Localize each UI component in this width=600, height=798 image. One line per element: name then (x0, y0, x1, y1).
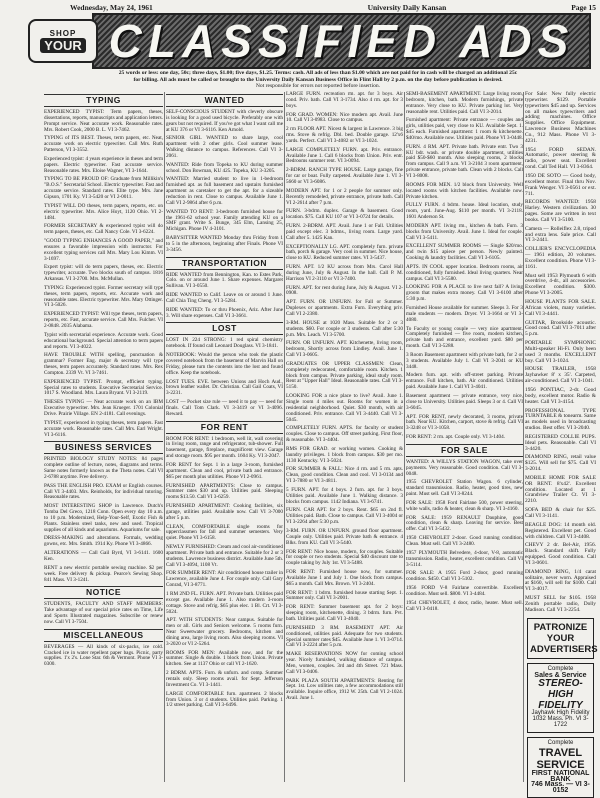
sale-ad: WANTED: A WILLYS STATION WAGON, take over payments. Very reasonable. Good condition. Call VI 3-0048. (406, 458, 523, 477)
column-1 (44, 92, 163, 782)
typing-ad: TYPIST, experienced in typing theses, term papers. Fast accurate work. Reasonable rates. Call Mrs. Earl Wright. VI 3-6116. (44, 419, 163, 438)
wanted-ad: WANTED TO RENT: 3-bedroom furnished house for the 1961-62 school year. Family attending KU on a SMF grant. Write S. Bunge, 345 Elm, Lansing 25, Michigan. Phone IV 4-3101. (166, 208, 283, 233)
sale-ad: PROFESSIONAL TYPE TURNTABLE & tonearm. Same as models used in broadcasting studios. Best offer. VI 3-2040. (525, 407, 596, 432)
transportation-ad: RIDE WANTED to Calif. Leave on or around 1 June. Call Chia Ting Cheng. VI 3-5284. (166, 292, 283, 304)
travel-line-4: 746 Mass. — VI 3-0152 (531, 781, 590, 795)
typing-ad: "GOOD TYPING ENHANCES A GOOD PAPER," and ensures a favorable impression with instructor. For excellent typing services call Mrs. Mary Lou Kimm. VI 3-1697. (44, 238, 163, 262)
header-paper-name: University Daily Kansan (367, 2, 447, 12)
rent-ad: FURN. 3-bdrm. duplex. Garage & basement. Good location. $75. Call KU 107 or VI 3-0724 for details. (286, 208, 403, 221)
stereo-line-4: Jayhawk High Fidelity (531, 710, 590, 717)
rates-line-2: for billing. All ads must be called or brought to the University Daily Kansan Business Office in Flint Hall by 2 p.m. on the day before publication is desired. (133, 76, 503, 83)
section-wanted: WANTED (166, 94, 283, 107)
sale-ad: 1954 CHEVROLET, 4 door, radio, heater. Must sell. Call VI 3-0418. (406, 599, 523, 612)
sale-ad: FOR SALE: A 1955 Ford 2-door, good running condition. $450. Call VI 3-5102. (406, 570, 523, 583)
rent-ad: 3 Room Basement apartment with private bath, for 2 or 3 students. Available July 1. Call VI 3-2041 or KU 3448. (406, 351, 523, 370)
sale-ad: 1954 FORD SEDAN. Automatic, power steering & radio, power seat. Excellent cond. Call Ted Hall. VI 3-8364. (525, 146, 596, 171)
column-rule (164, 92, 165, 782)
business-ad: ALTERATIONS — Call Gail Byrd, VI 3-6141. 1600 Ken. (44, 550, 163, 562)
travel-ad-box (527, 737, 594, 798)
sale-ad: HOUSE PLANTS FOR SALE. African violets, many varieties. Call VI 3-4441. (525, 299, 596, 317)
rent-ad: NEWLY FURNISHED: Cream and cool air-conditioned apartment. Private bath and entrance. Suitable for 2 or 3 students. Lawrence business district. Available June 5th. Call VI 3-4094, 1108 Vt. (166, 544, 283, 568)
stereo-line-5: 1032 Mass. Ph. VI 3-1722 (532, 716, 589, 729)
lost-ad: LOST TUES. EVE. between Unions and Hoch Aud., brown leather wallet. Dr. Christian. Call Gail Coats, VI 3-2231. (166, 378, 283, 397)
rent-ad: LARGE COMFORTABLE furn. apartment. 2 blocks from Union. 3 or 4 students. Utilities paid. Parking. 1 1/2 street parking. Call VI 3-6496. (166, 690, 283, 709)
sale-ad: MUST SELL for $105. 1958 Zenith portable radio, Dolly Madison. Call VI 3-2254. (525, 595, 596, 613)
transportation-ad: RIDE WANTED: To or thru Phoenix, Ariz. After June 3. Will share expenses. Call VI 3-3661. (166, 306, 283, 319)
transportation-ad: RIDE WANTED from Bennington, Kan. to Estes Park, Colo. on or around June 1. Share expenses. Margaret Sullivan. VI 3-0550. (166, 271, 283, 290)
rent-ad: FOR RENT: 1 bdrm. furnished house starting Sept. 1. Summer only. Call VI 3-2001. (286, 589, 403, 602)
rent-ad: APT. WITH STUDENTS: Near campus. Suitable for men or all. Girls and Seniors welcome. 5 rooms furn. Near Sweetwater grocery. Bedrooms, kitchen and dining area, large living room. Also sleeping rooms. VI 3-2020 or VI 2-5264. (166, 617, 283, 647)
rent-ad: FURN. 2-BDRM. APT. Avail. June 1 or Fall. Utilities paid except elec. 3 bdrms., living room. Large yard. Call after 5. 1425 Kan. (286, 223, 403, 241)
wanted-ad: WANTED: Married student to live in 1-bedroom furnished apt. as full basement and upstairs furnished apartment as caretaker to get the apt. for a sizeable reduction in rent. Close to campus. Available June 1. Call VI 2-9864 after 6 p.m. (166, 176, 283, 206)
rent-ad: Basement apartment — private entrance, very nice, close to University. Utilities paid. Sleeps 3 or 4. Call VI 3-6045. (406, 392, 523, 411)
rent-ad: 5 FURN. APT. for 4 boys. 2 furn. apt. for 3 boys. Utilities paid. Available June 1. Walking distance. 3 blocks from campus. 1142 Indiana. VI 3-6741. (286, 486, 403, 505)
section-for-sale: FOR SALE (406, 444, 523, 457)
stereo-line-3: STEREO-HIGH FIDELITY (538, 678, 583, 712)
rent-ad: LOOKING FOR a nice place to live? Avail. June 1. Single room 4 miles out. Rooms for women in a residential neighborhood. Quiet. $30 month, with air conditioned. Priv. entrance. Call VI 3-4440. Call VI 3-5045. (286, 393, 403, 423)
typing-ad: TYPING TO BE PROUD OF: Graduate from Millikin's "B.O.S." Secretarial School. Electric typewriter. Fast and accurate service. Standard rates. Elite type. Mrs. Jane Gipson, 1701 Ky. VI 3-5420 or VI 2-0011. (44, 176, 163, 200)
section-lost: LOST (166, 322, 283, 335)
travel-line-2: TRAVEL SERVICE (536, 746, 585, 771)
rent-ad: GRADUATES OR UPPER CLASSMEN: Clean, completely redecorated, comfortable room. Kitchen. 1 block from campus. Private parking, ideal study room. Rent at "Upper Hall" Ideal. Reasonable rates. Call VI 3-5150. (286, 360, 403, 391)
column-rule (404, 92, 405, 782)
sale-ad: MOBILE HOME FOR SALE OR RENT. 8'x42'. Excellent condition. Located at 1 Grandview Trailer Ct. VI 3-2210. (525, 474, 596, 505)
shop-label: SHOP (49, 28, 77, 38)
rent-ad: FURNISHED APARTMENT: Cooking facilities, six garage, utilities paid. Available now. Call VI 3-7000 after 5 p.m. (166, 503, 283, 521)
business-ad: RENT a new electric portable sewing machine. $2 per week. Free delivery & pickup. Pearce's Sewing Shop. 841 Mass. VI 3-1241. (44, 564, 163, 583)
business-ad: PRINTED BIOLOGY STUDY NOTES: 84 pages complete outline of lecture, notes, diagrams and terms. Same notes formerly known as the Theta notes. Call VI 2-6788 anytime. Free delivery. (44, 456, 163, 480)
travel-line-3: FIRST NATIONAL BANK (531, 769, 590, 783)
rent-ad: FOR GRAD. WOMEN: Nice modern apt. Avail. June 10. Call VI 3-0983. Close to campus. (286, 111, 403, 124)
rent-ad: EXCELLENT SUMMER ROOMS — Single $20/mo. and twin $15 apiece per person. Newly painted. Cooking & laundry facilities. Call VI 3-6105. (406, 243, 523, 262)
rent-ad: Modern furn. apt. with off-street parking. Private entrance. Full kitchen, bath. Air conditioned. Utilities paid. Available June 1. Call VI 3-4041. (406, 372, 523, 391)
rent-ad: FOR RENT: Nice house, modern, for couples. Suitable for couple or two students. Special $40 discount rate to couple taking by July 1st. VI 3-5488. (286, 548, 403, 567)
typing-ad: TYPING: Experienced typist. Former secretary will type theses, term papers, reports, etc. Accurate work and reasonable rates. Electric typewriter. Mrs. Mary Ottinger. VI 3-5026. (44, 284, 163, 309)
rent-ad: LOOKING FOR A PLACE to live next fall? A living groom that makes extra money. Call VI 3-6100 after 5:30 p.m. (406, 284, 523, 303)
sale-ad: HOUSE TRAILER, 1958 Jayhawker 8' x 35'. Carpeted, air-conditioned. Call VI 3-1041. (525, 366, 596, 385)
rent-ad: MODERN APT. for 1 or 2 people for summer only. Recently remodeled, private entrance, private bath. Call VI 2-2614 after 7 p.m. (286, 187, 403, 206)
shop-your-badge (28, 19, 98, 63)
column-5 (525, 91, 598, 795)
wanted-ad: SELF-CONSCIOUS STUDENT with cleverly obscure is looking for a good used bicycle. Preferably one with gears but not required. If you've got what I want call me at KU 376 or VI 3-6116. Ken Arnold. (166, 109, 283, 133)
column-rule (284, 92, 285, 782)
sale-ad: PORTABLE SYMPHONIC Multi-speaker Hi-Fi. Only been used 3 months. EXCELLENT buy. Call VI 3-1024. (525, 340, 596, 364)
rent-ad: FURN. CAR APT. for 2 boys. Rent. $65 on 2nd fl. Utilities paid. Bath. Close to campus. Call VI 3-4004 or VI 3-2264 after 5:30 p.m. (286, 507, 403, 526)
header-date: Wednesday, May 24, 1961 (70, 2, 153, 12)
stereo-ad-box (527, 663, 594, 733)
sale-ad: RECORDS WANTED: 1958 Harley. Western civilization. 30 pages. Some are written in text books. Call VI 3-5100. (525, 199, 596, 223)
travel-line-1: Complete (547, 739, 574, 746)
rent-ad: FOR RENT: Summer basement apt. for 2 boys: sleeping room, kitchenette, dining. 3 bdrm. furn. Pvt. bath. Utilities paid. Call VI 3-4040. (286, 604, 403, 622)
lost-ad: LOST — Pocket size rule — need it to pay — need for finals. Call Tom Clark. VI 3-3419 or VI 3-4096. Reward. (166, 399, 283, 417)
your-label: YOUR (40, 38, 86, 53)
section-typing: TYPING (44, 94, 163, 107)
rent-ad: MODERN APT. living rm., kitchen & bath. Furn. 3 blocks from University. Avail. June 1. Ideal for couple. Call VI 3-5411. (406, 222, 523, 241)
rates-line-3: Not responsible for errors not reported before insertion. (255, 83, 381, 90)
typing-ad: Expert typist: will do term papers, theses, etc. Electric typewriter, accurate. Two blocks south of campus. 1816 Arkansas. VI 3-2700. Mrs. McMullan. (44, 264, 163, 283)
sale-ad: GUITAR, Brookside acoustic. Good cond. Call VI 3-7011 after 5 p.m. (525, 319, 596, 338)
rent-ad: 2 BDRM. APTS. Furn. & unfurn. and comp. Summer rentals only. Sleep rooms avail. for Sept. Jefferson Investment Co. VI 3-1441. (166, 670, 283, 688)
rent-ad: CLEAN, COMFORTABLE single rooms for upperclassmen for fall and summer semesters. Very quiet. Phone VI 3-6158. (166, 523, 283, 542)
section-notice: NOTICE (44, 586, 163, 599)
rent-ad: FURN. OR UNFURN. APT. Kitchenette, living room, bedroom, Shortly across from Lindley. Avail. June 1. Call VI 3-0605. (286, 340, 403, 359)
header-page-number: Page 15 (571, 2, 596, 12)
rent-ad: MAKE RESERVATIONS NOW for coming school year. Nicely furnished, walking distance of campus. Men, women, couples. 3rd and 4th Street. 721 Mass. Call VI 3-0406. (286, 651, 403, 675)
rent-ad: FURNISHED APARTMENTS: Close to campus. Summer rates $30 and up. Utilities paid. Sleeping rooms $13.50. Call VI 3-6259. (166, 482, 283, 501)
lost-ad: NOTEBOOK: Would the person who took the plastic covered notebook from the basement of Marvin Hall on Friday, please turn the contents into the lost and found office. Keep the notebook. (166, 352, 283, 376)
sale-ad: REGISTERED COLLIE PUPS. Ideal pets. Reasonable. Call VI 3-4420. (525, 433, 596, 452)
typing-ad: THESES TYPING — Neat accurate work on an IBM Executive typewriter. Mrs. Jean Krueger. 1701 Colonial Drive. Prairie Village. EN 2-4181. Call evenings. (44, 399, 163, 417)
rent-ad: 3-RM. HOUSE at 1020 Mass. Suitable for 2 or 3 students. $60. For couple or 3 students. Call after 5:30 p.m. Mrs. Leach. VI 3-5700. (286, 319, 403, 338)
section-transportation: TRANSPORTATION (166, 257, 283, 270)
wanted-ad: WANTED: Ride from Topeka to KU during summer school. Don Bowman, KU 425. Topeka, KU 3-3205. (166, 161, 283, 174)
rent-ad: FULLY FURN. 4 bdrm. house. Ideal location, study room, yard. June-Aug. $110 per month. VI 3-2118. 1601 Anderson St. (406, 202, 523, 221)
column-rule (523, 92, 524, 782)
typing-ad: EXPERIENCED TYPIST. Prompt, efficient typing. Special rates to students. Executive Secretarial Service. 1017 S. Woodland. Mrs. Laura Bryant. VI 3-2119. (44, 378, 163, 397)
business-ad: PASS THE ENGLISH PRO. EXAM or English courses. Call VI 3-4403. Mrs. Reinholds, for individual tutoring. Reasonable rates. (44, 482, 163, 501)
sale-ad: FOR SALE: 1959 RENAULT Dauphine, good condition, clean & sharp. Leaving for service. Best offer. Call VI 3-5432. (406, 514, 523, 533)
sale-ad: Camera — Rolleiflex 2.8, tripod and extra lens. Sale price. Call VI 3-2441. (525, 225, 596, 244)
column-2 (166, 92, 283, 782)
column-4 (406, 92, 523, 782)
rent-ad: LARGE FURN. recreation rm. apt. for 3 boys. Air cond. Priv. bath. Call VI 3-1734. Also 4 rm. apt. for 3 boys. (286, 91, 403, 109)
rent-ad: COMPLETELY FURN. APTS. for faculty or student couples. Close to campus. Off street parking. First floor, & reasonable. VI 3-4404. (286, 425, 403, 444)
sale-ad: 1957 PLYMOUTH Belvedere, 4-door, V-8, automatic transmission. Radio, heater, excellent condition. Call VI 3-5114. (406, 549, 523, 568)
rent-ad: To Faculty or young couple — very nice apartment. Completely furnished — five room, modern kitchen, private bath and entrance, excellent yard. $80 per month. Call VI 3-5288. (406, 325, 523, 350)
rent-ad: SEMI-BASEMENT APARTMENT. Large living room, bedroom, kitchen, bath. Modern furnishings, private entrance. Very close to KU. Private parking lot. Very reasonable rent. Utilities paid. Call VI 3-2014. (406, 91, 523, 115)
sale-ad: For Sale: New fully electric typewriter. $129. Portable typewriters $45 and up. Services on all makes typewriters and adding machines. Office Supplies. Office Equipment. Lawrence Business Machines Co., 912 Mass. Phone VI 3-4231. (525, 91, 596, 144)
sale-ad: 1956 FORD V-8 Fairlane convertible. Excellent condition. Must sell. $800. VI 3-4484. (406, 585, 523, 597)
page-header (70, 2, 596, 12)
rent-ad: 2 rm FLOOR APT. Nicest & largest in Lawrence. 3 big rms. Stove & refrig. Dbl. bed. Double garage. 12'x6 yards. Perfect. Call VI 3-4082 or VI 3-1024. (286, 126, 403, 144)
wanted-ad: SENIOR GIRL WANTED to share large, cool apartment with 2 other girls. Cool summer lease. Walking distance to campus. References. Call VI 3-2061. (166, 135, 283, 159)
rent-ad: 1 RM 2ND FL. FURN. APT. Private bath. Utilities paid except gas. Available June 1. Also modern 3-room cottage. Stove and refrig. $65 plus elec. 1 Bl. Crt. VI 3-5024. (166, 591, 283, 615)
rent-ad: ROOMS FOR MEN. 1/2 block from University. Well located rooms with kitchen facilities. Available now. Private kitchen. (406, 181, 523, 200)
rent-ad: APT. FURN. OR UNFURN. for Fall or Summer. Duplexes or apartments. Extra Furn. Everything priv. Call VI 2-2380. (286, 299, 403, 317)
sale-ad: DIAMOND RING, 1/4 carat solitaire, never worn. Appraised at $160, will sell for $100. Call VI 3-4017. (525, 568, 596, 593)
typing-ad: TYPING of ITS BEST. Theses, term papers, etc. Neat, accurate work on electric typewriter. Call Mrs. Ruth Patterson, VI 3-3552. (44, 135, 163, 154)
rent-ad: APT. FOR RENT, newly decorated, 3 rooms, private bath. Near KU. Kitchen, carport, stove & refrig. Call VI 3-3248 or VI 3-1058. (406, 413, 523, 432)
section-miscellaneous: MISCELLANEOUS (44, 629, 163, 642)
typing-ad: TYPIST WILL DO theses, term papers, reports, etc. on electric typewriter. Mrs. Alice Hoyt, 1120 Ohio. VI 2-1484. (44, 202, 163, 221)
business-ad: MOST INTERESTING SHOP in Lawrence. Dutch's Tomba Del Greco, 1218 Conn. Open every day 10 a.m. to 10 p.m. Modernized, Help-Your-Self, Exotic Fish & Plants. Stainless steel tanks, new and used. Tropical supplies of all kinds and aquariums. Aquariums for sale. (44, 503, 163, 533)
typing-ad: Experienced typist: 4 years experience in theses and term papers. Electric typewriter. Fast accurate service. Reasonable rates. Mrs. Eloise Wagner, VI 3-1644. (44, 155, 163, 174)
rent-ad: ROOMS FOR MEN: Available now, and for the summer. Single & double. 1 block from Union. Private kitchen. See at 1137 Ohio or call VI 2-1620. (166, 649, 283, 668)
patronize-line-2: ADVERTISERS (530, 643, 598, 655)
rent-ad: FOR SUMMER & FALL: Nice 4 rm. and 5 rm. apts. Clean, good condition. Clean and cool. VI 3-0134 and VI 3-7880 or VI 3-4811. (286, 466, 403, 485)
sale-ad: 1955 CHEVROLET Station Wagon. 6 cylinder, standard transmission. Radio, heater, good tires, new paint. Must sell. Call VI 3-8244. (406, 479, 523, 498)
typing-ad: EXPERIENCED TYPIST: Will type theses, term papers, reports, etc. Fast, accurate service. Call Mrs. Fulcher. VI 2-0848. 2035 Alabama. (44, 311, 163, 329)
rates-line-1: 25 words or less: one day, 50c; three days, $1.00; five days, $1.25. Terms: cash. All ads of less than $1.00 which are not paid for in cash will be charged an additional 25c (118, 70, 518, 76)
patronize-line-1: PATRONIZE YOUR (533, 621, 588, 644)
classified-ads-title: CLASSIFIED ADS (92, 13, 591, 69)
rent-ad: APTS. IN COOL upper location. Bedroom rooms, air conditioned, fully furnished. Ideal living quarters. Near campus. Call VI 3-5580. (406, 263, 523, 282)
sale-ad: SOFA BED & chair for $25. Call VI 3-1141. (525, 507, 596, 519)
sale-ad: FOR SALE: 1958 Ford Fairlane 500, power steering, white walls, radio & heater, clean & sharp. VI 3-4160. (406, 499, 523, 512)
typing-ad: HAVE TROUBLE WITH spelling, punctuation & grammar? Former Eng. major & secretary will type theses, term papers accurately. Standard rates. Mrs. Rex Compton. 2339 Vt. VI 3-7461. (44, 352, 163, 376)
rent-ad: FURN. APT. for rent during June, July & August. VI 2-0908. (286, 284, 403, 297)
typing-ad: EXPERIENCED TYPIST: Term papers, theses, dissertations, reports, manuscripts and application letters. Prompt service. Neat accurate work. Reasonable rates. Mrs. Robert Cook, 2000 B. L. VI 3-7462. (44, 109, 163, 133)
sale-ad: Must sell 1953 Plymouth 6 with overdrive, 4-dr., all accessories. Excellent condition. $300. Phone VI 3-2005. (525, 272, 596, 297)
classified-banner (28, 13, 591, 68)
rent-ad: FURNISHED 3 RM. BASEMENT APT. Air conditioned, utilities paid. Adequate for two students. Special summer rates $45. Available June 1. VI 3-0714. Call VI 3-2224 after 5 p.m. (286, 624, 403, 649)
typing-ad: Typist with secretarial experience. Accurate work. Good educational background. Special attention to term papers and reports. VI 3-4022. (44, 331, 163, 350)
section-business-services: BUSINESS SERVICES (44, 441, 163, 454)
sale-ad: 1950 CHEVROLET 2-door. Good running condition. Clean. Must sell. Call VI 3-2480. (406, 535, 523, 547)
rent-ad: PARK PLAZA SOUTH APARTMENTS: Renting for Sept. 1st. Low utilities rate, a few accommodations still available. Inquire office, 1912 W. 25th. Call VI 2-1024. Avail. June 1. (286, 677, 403, 702)
rent-ad: FOR SUMMER RENT: Air conditioned house trailer in Lawrence, available June 4. For couple only. Call Gary Conrad, VI 3-8771. (166, 570, 283, 589)
patronize-advertisers-box (527, 618, 598, 659)
column-3 (286, 92, 403, 782)
rent-ad: FURN. APT. 1/2 KU across from Mrs. Carol Hall during June, July & August. In the hall. Call P. M. Harrison VI 2-3110 or VI 3-7400. (286, 264, 403, 282)
rent-ad: EXCEPTIONALLY LG. APT. completely furn. private bath, porch & garage. Very cool in summer. Nice house, close to KU. Reduced summer rates. VI 3-5437. (286, 243, 403, 262)
wanted-ad: BABYSITTER WANTED Monday thru Friday from 1 to 5 in the afternoon, beginning after Finals. Phone VI 3-3456. (166, 235, 283, 253)
rent-ad: FURN. 4 RM. APT. Private bath. Private entr. Two 3 KU bdr. wash. or private double apartment, utilities paid $50-$60 month. Also sleeping rooms, 2 blocks from campus. Call 9 a.m. VI 3-2104 3 room apartment, private entrance, private bath. Clean with 2 blocks. Call VI 3-8008. (406, 143, 523, 179)
rent-ad: LARGE COMPLETELY FURN. apt. Priv. entrance. Available June 1. Call 6 blocks from Union. Priv. entr. Bedrooms summer rent. VI 3-0094. (286, 146, 403, 165)
rent-ad: Furnished House available for summer. Sleeps 3. For 3 male students — modern. Dryer. VI 3-1664 or VI 3-4080. (406, 305, 523, 323)
sale-ad: DIAMOND RING, retail value $125. Will sell for $75. Call VI 3-2014. (525, 454, 596, 473)
stereo-line-1: Complete (547, 665, 574, 672)
rent-ad: ROOM FOR RENT: 1 bedroom, well lit, wall covering in living room, range and refrigerator, tub-shower. Full basement, garage, fireplace, magnificent view. Garage and storage room. $95 per month. 1604 Ky. VI 3-2047. (166, 435, 283, 460)
sale-ad: 1950 DE SOTO — Good body, excellent motor. Final thru Nov. Frank Wenger. VI 3-0561 or ext. 711. (525, 172, 596, 197)
sale-ad: 1956 PONTIAC, 2-dr. Good body, excellent motor. Radio & heater. Call VI 3-4154. (525, 386, 596, 405)
stereo-line-2: Sales & Service (534, 671, 587, 679)
rent-ad: FOR RENT: Furnished house now, for summer. Available June 1 and July 1. One block from campus. $65 a month. Call Mrs. Brown. VI 3-2404. (286, 569, 403, 587)
rent-ad: FOR RENT for Sept. 1 in a large 3-room, furnished apartment. Clean and cool, private bath and entrance. $65 per month plus utilities. Phone VI 2-0961. (166, 461, 283, 480)
rent-ad: RMS FOR GRAD. or working women. Cooking & laundry privileges. 1 block from campus. $30 per mo. 1130 Kentucky. VI 3-5024. (286, 445, 403, 464)
rent-ad: FOR RENT: 2 rm. apt. Couple only. VI 3-1404. (406, 434, 506, 441)
rent-ad: Furnished apartment: Private entrance — couples and girls, utilities paid, very close to KU. Available Sept. 1. $45 each. Furnished apartment: 1 room & kitchenette. $40/mo. Available now. Utilities paid. Phone VI 3-0448. (406, 117, 523, 141)
rent-ad: 2-BDRM. RANCH TYPE HOUSE. Large garage, fine for car or boat. Fully carpeted. Available June 1. VI 3-5660 or VI 3-6086. (286, 167, 403, 185)
sale-ad: CHEVY 2 dr. Bel-Air, 1956. Black. Standard shift. Fully equipped. Good condition. Call VI 3-0601. (525, 542, 596, 566)
misc-ad: BEVERAGES — All kinds of six-packs, ice cold. Cracked ice in water repellent paper bags. Picnic, party supplies. 1'x 2's. Lone Star. 6th & Vermont. Phone VI 3-0300. (44, 643, 163, 668)
rent-ad: 3-RM. FURN. OR UNFURN. ground floor apartment. Couple only. Utilities paid. Private bath & entrance. 4 Blks. from KU. Call VI 3-5440. (286, 528, 403, 546)
typing-ad: FORMER SECRETARY & experienced typist will do term papers, theses, etc. Call Nancy Cole. VI 3-6224. (44, 223, 163, 236)
business-ad: DRESS-MAKING and alterations. Formals, wedding gowns, etc. Mrs. Smith. 1914 Ky. Phone VI 3-4866. (44, 535, 163, 548)
section-for-rent: FOR RENT (166, 421, 283, 434)
sale-ad: BEAGLE DOG: 14 month old. Registered. Excellent pet. Good with children. Call VI 3-4408. (525, 521, 596, 540)
lost-ad: LOST IN 224 STRONG: 1 red spiral chemistry notebook. If found call Leonard Douglass. VI 3-1841. (166, 337, 283, 350)
rates-notice (44, 70, 592, 90)
notice-ad: STUDENTS, FACULTY AND STAFF MEMBERS: Take advantage of our special price rates on Time, Life and Sports Illustrated magazines. Subscribe or renew now. Call VI 3-7504. (44, 601, 163, 625)
sale-ad: COLLIER'S ENCYCLOPEDIA — 1961 edition, 20 volumes. Excellent condition. Phone VI 3-1161. (525, 246, 597, 270)
